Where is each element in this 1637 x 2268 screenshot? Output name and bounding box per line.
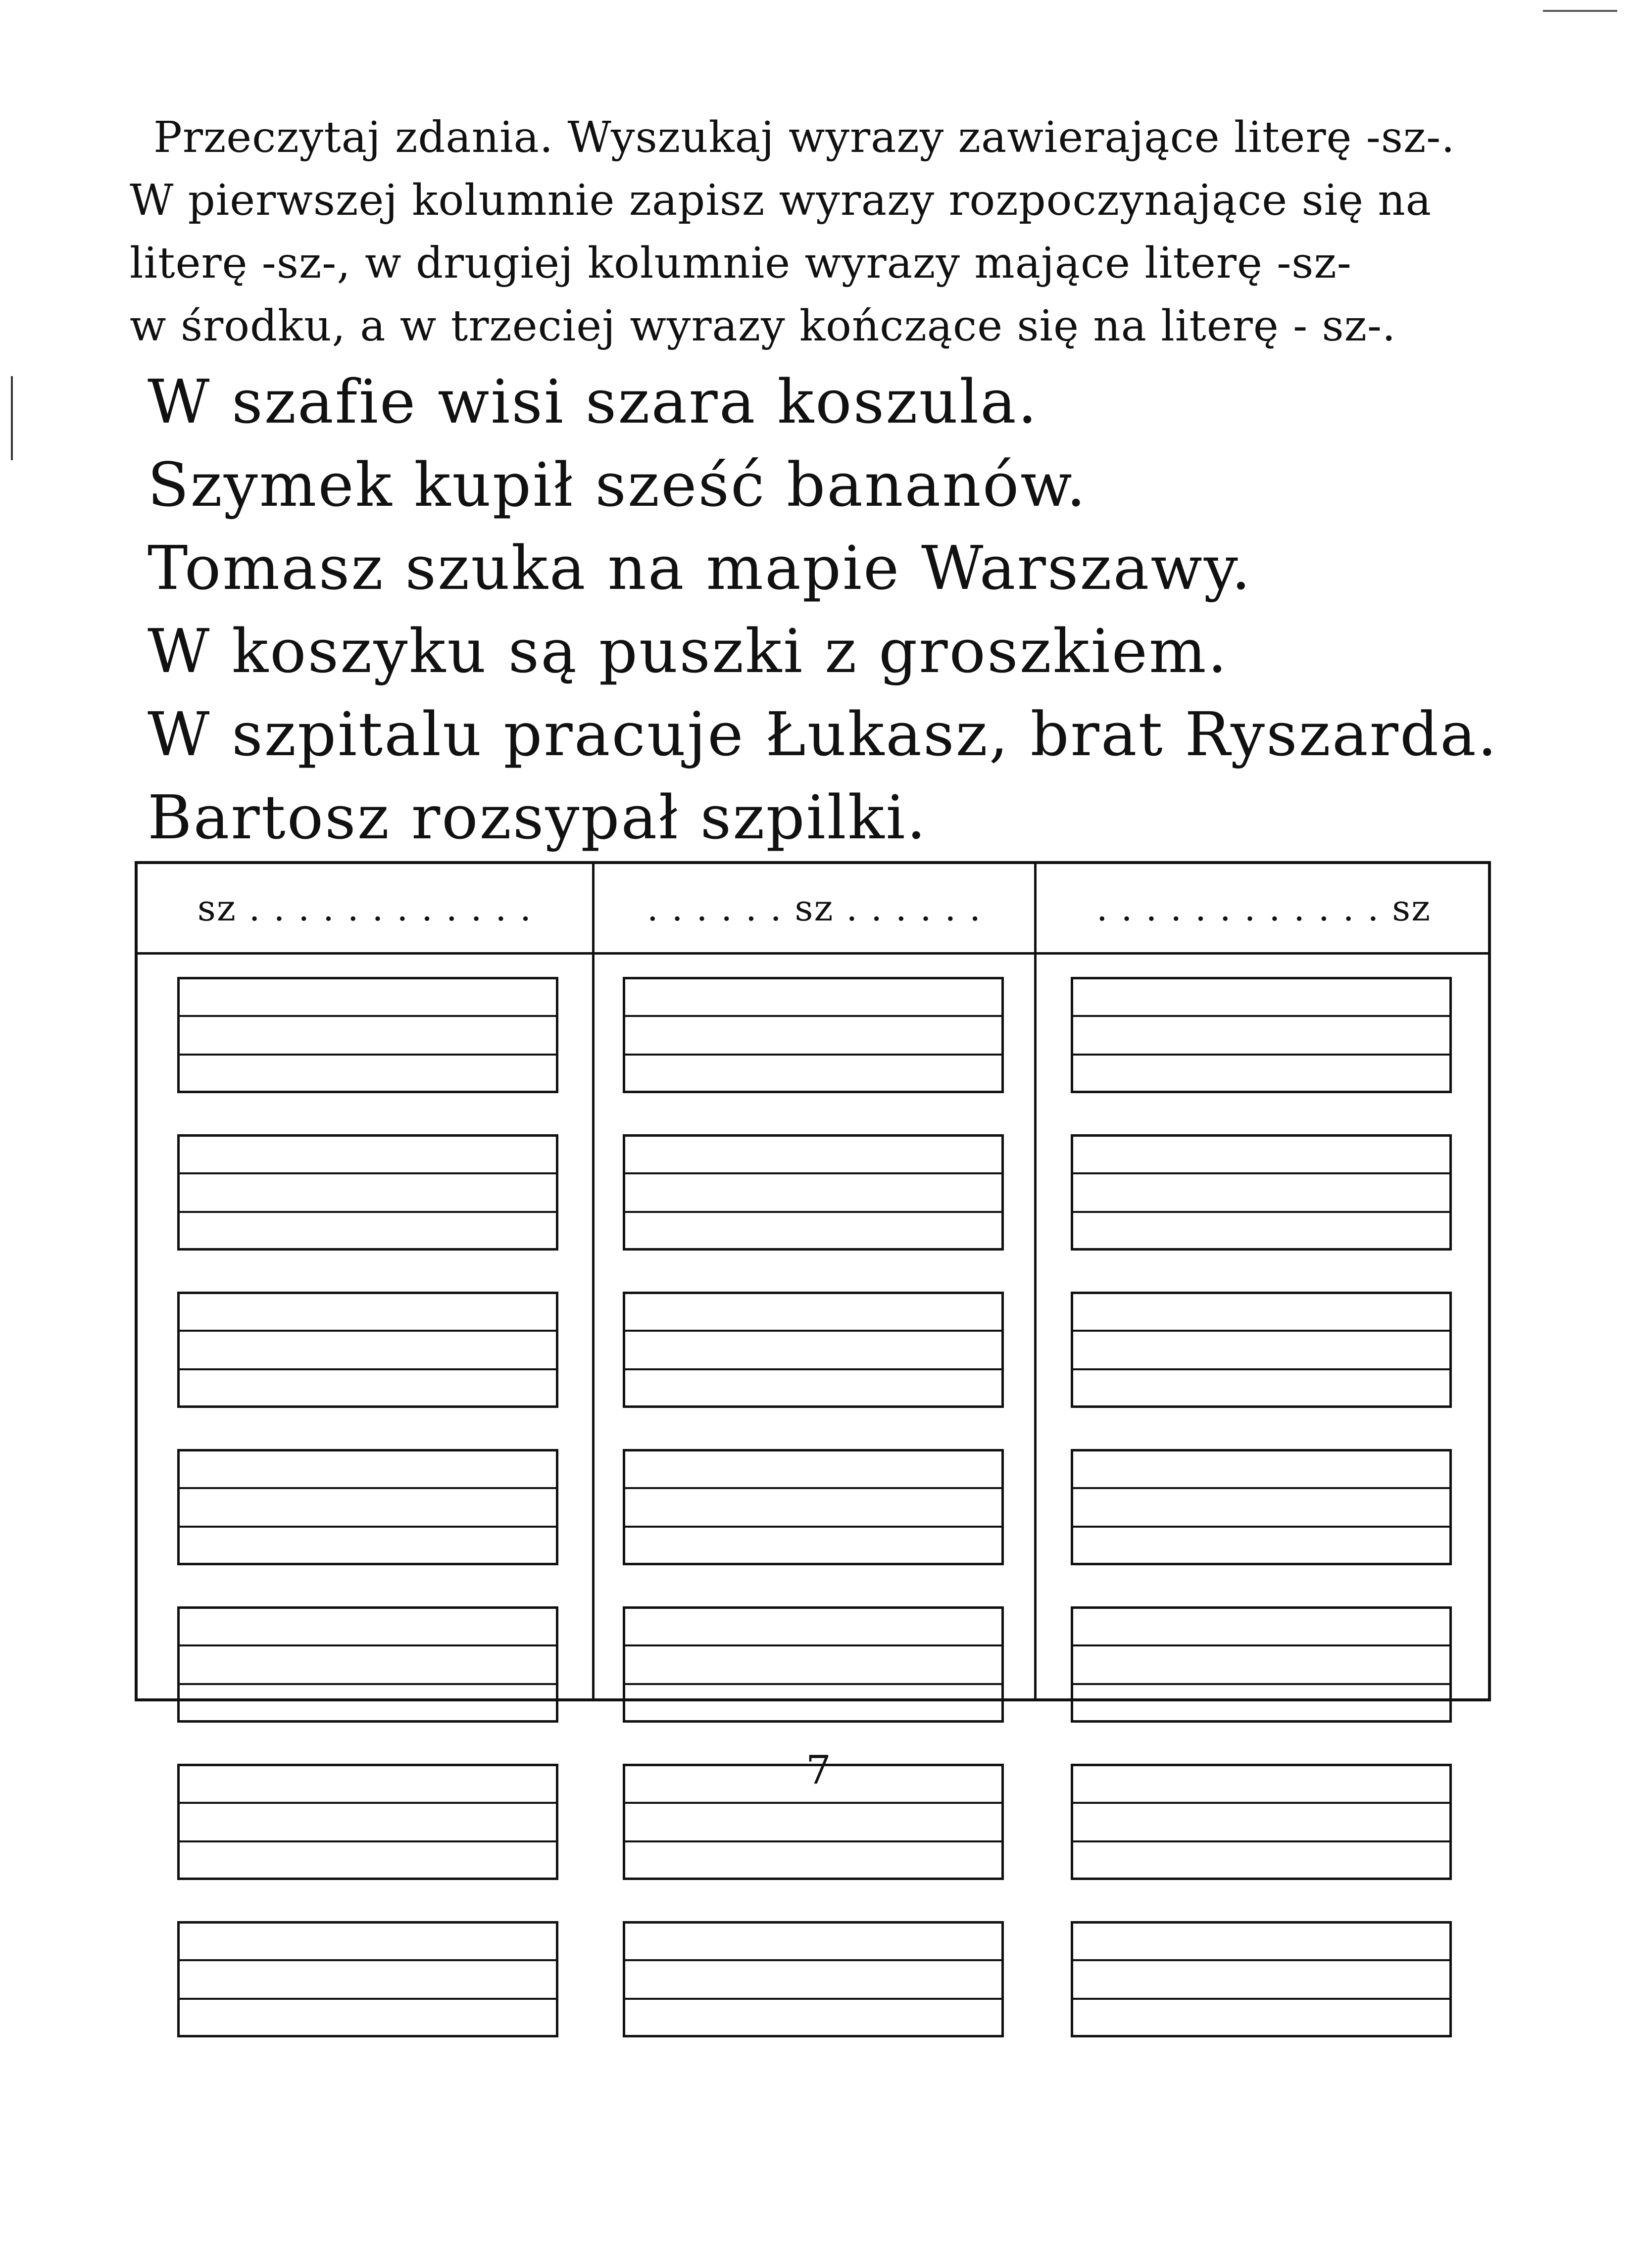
writing-line bbox=[1073, 1211, 1449, 1213]
writing-line bbox=[1073, 1840, 1449, 1842]
writing-line bbox=[180, 1211, 556, 1213]
writing-line bbox=[625, 1644, 1001, 1646]
writing-line bbox=[1073, 1526, 1449, 1528]
instruction-line: w środku, a w trzeciej wyrazy kończące się na literę - sz-. bbox=[130, 301, 1396, 351]
instruction-line: Przeczytaj zdania. Wyszukaj wyrazy zawierające literę -sz-. bbox=[153, 113, 1455, 162]
page-number: 7 bbox=[806, 1747, 831, 1793]
writing-box-start[interactable] bbox=[177, 1606, 558, 1723]
writing-line bbox=[180, 1487, 556, 1489]
writing-line bbox=[180, 1015, 556, 1017]
writing-line bbox=[625, 1368, 1001, 1370]
writing-line bbox=[625, 1998, 1001, 2000]
writing-line bbox=[180, 1330, 556, 1332]
writing-line bbox=[1073, 1998, 1449, 2000]
writing-line bbox=[1073, 1802, 1449, 1804]
sentence: Bartosz rozsypał szpilki. bbox=[148, 782, 928, 853]
writing-line bbox=[625, 1840, 1001, 1842]
writing-line bbox=[180, 1054, 556, 1056]
sentence: Szymek kupił sześć bananów. bbox=[148, 450, 1088, 520]
writing-line bbox=[180, 1368, 556, 1370]
writing-line bbox=[625, 1330, 1001, 1332]
writing-box-start[interactable] bbox=[177, 977, 558, 1093]
writing-line bbox=[1073, 1683, 1449, 1685]
instructions bbox=[130, 106, 1506, 358]
sentence: W szafie wisi szara koszula. bbox=[148, 367, 1039, 437]
sentence: W szpitalu pracuje Łukasz, brat Ryszarda. bbox=[148, 699, 1498, 770]
writing-box-start[interactable] bbox=[177, 1921, 558, 2037]
writing-line bbox=[1073, 1487, 1449, 1489]
sentence: W koszyku są puszki z groszkiem. bbox=[148, 616, 1229, 686]
writing-box-middle[interactable] bbox=[623, 1292, 1004, 1408]
writing-line bbox=[625, 1211, 1001, 1213]
writing-line bbox=[1073, 1054, 1449, 1056]
writing-box-start[interactable] bbox=[177, 1449, 558, 1565]
writing-line bbox=[1073, 1015, 1449, 1017]
writing-line bbox=[1073, 1172, 1449, 1174]
writing-box-start[interactable] bbox=[177, 1134, 558, 1251]
instruction-line: W pierwszej kolumnie zapisz wyrazy rozpoczynające się na bbox=[130, 176, 1432, 225]
writing-line bbox=[180, 1840, 556, 1842]
writing-box-end[interactable] bbox=[1071, 1606, 1452, 1723]
writing-line bbox=[180, 1526, 556, 1528]
writing-line bbox=[625, 1526, 1001, 1528]
column-divider bbox=[592, 864, 595, 1698]
header-sz-start: sz . . . . . . . . . . . . bbox=[197, 887, 533, 929]
writing-box-middle[interactable] bbox=[623, 1449, 1004, 1565]
writing-line bbox=[625, 1487, 1001, 1489]
writing-box-middle[interactable] bbox=[623, 1606, 1004, 1723]
writing-line bbox=[180, 1802, 556, 1804]
writing-line bbox=[1073, 1644, 1449, 1646]
writing-box-middle[interactable] bbox=[623, 1134, 1004, 1251]
writing-line bbox=[625, 1054, 1001, 1056]
writing-box-end[interactable] bbox=[1071, 1921, 1452, 2037]
writing-box-end[interactable] bbox=[1071, 1292, 1452, 1408]
writing-line bbox=[1073, 1330, 1449, 1332]
writing-line bbox=[180, 1644, 556, 1646]
writing-line bbox=[180, 1959, 556, 1961]
writing-box-middle[interactable] bbox=[623, 977, 1004, 1093]
instruction-line: literę -sz-, w drugiej kolumnie wyrazy mające literę -sz- bbox=[130, 239, 1352, 288]
sentences bbox=[148, 360, 1534, 859]
writing-line bbox=[625, 1015, 1001, 1017]
writing-line bbox=[625, 1802, 1001, 1804]
writing-box-end[interactable] bbox=[1071, 1134, 1452, 1251]
header-divider bbox=[138, 952, 1488, 955]
answer-table bbox=[135, 861, 1491, 1701]
corner-rule bbox=[1543, 10, 1617, 12]
writing-line bbox=[625, 1683, 1001, 1685]
writing-box-middle[interactable] bbox=[623, 1921, 1004, 2037]
writing-line bbox=[625, 1959, 1001, 1961]
writing-line bbox=[180, 1683, 556, 1685]
writing-line bbox=[1073, 1959, 1449, 1961]
header-sz-end: . . . . . . . . . . . . sz bbox=[1096, 887, 1432, 929]
column-divider bbox=[1034, 864, 1037, 1698]
writing-box-start[interactable] bbox=[177, 1292, 558, 1408]
writing-line bbox=[180, 1172, 556, 1174]
sentence: Tomasz szuka na mapie Warszawy. bbox=[148, 533, 1252, 603]
writing-line bbox=[625, 1172, 1001, 1174]
writing-box-end[interactable] bbox=[1071, 1449, 1452, 1565]
writing-box-end[interactable] bbox=[1071, 977, 1452, 1093]
writing-line bbox=[180, 1998, 556, 2000]
margin-mark bbox=[11, 376, 13, 460]
writing-line bbox=[1073, 1368, 1449, 1370]
header-sz-middle: . . . . . . sz . . . . . . bbox=[646, 887, 982, 929]
